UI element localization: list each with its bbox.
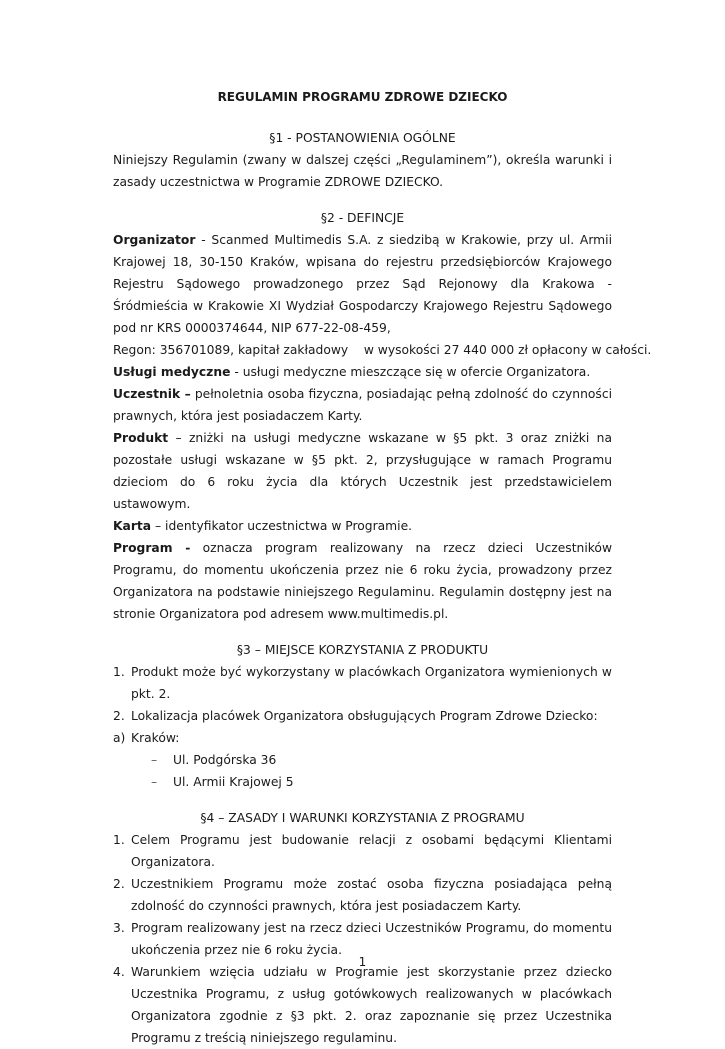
list-number: 1.	[113, 665, 125, 679]
list-number: 4.	[113, 965, 125, 979]
list-number: 2.	[113, 709, 125, 723]
definition-regon: Regon: 356701089, kapitał zakładowy w wysokości 27 440 000 zł opłacony w całości.	[113, 343, 652, 357]
list-item	[113, 961, 612, 1049]
term-program: Program -	[113, 541, 191, 555]
list-text: Warunkiem wzięcia udziału w Programie jest skorzystanie przez dziecko Uczestnika Programu, z usług gotówkowych realizowanych w placówkach Organizatora zgodnie z §3 pkt. 2. oraz zapoznanie się przez Uczestnika Programu z treścią niniejszego regulaminu.	[131, 965, 612, 1045]
term-produkt: Produkt	[113, 431, 169, 445]
document-page	[113, 86, 652, 1049]
section-1-text: Niniejszy Regulamin (zwany w dalszej części „Regulaminem”), określa warunki i zasady uczestnictwa w Programie ZDROWE DZIECKO.	[113, 153, 612, 189]
list-number: 1.	[113, 833, 125, 847]
list-item	[113, 727, 612, 749]
definition-produkt	[113, 427, 612, 515]
document-title: REGULAMIN PROGRAMU ZDROWE DZIECKO	[217, 90, 508, 104]
definition-text: oznacza program realizowany na rzecz dzieci Uczestników Programu, do momentu ukończenia przez nie 6 roku życia, prowadzony przez Organizatora na podstawie niniejszego Regulaminu. Regulamin dostępny jest na stronie Organizatora pod adresem www.multimedis.pl.	[113, 541, 613, 621]
section-3-list	[113, 661, 612, 793]
list-text: Produkt może być wykorzystany w placówkach Organizatora wymienionych w pkt. 2.	[131, 665, 612, 701]
dash-bullet: –	[151, 753, 158, 767]
list-text: Uczestnikiem Programu może zostać osoba fizyczna posiadająca pełną zdolność do czynności prawnych, która jest posiadaczem Karty.	[131, 877, 612, 913]
address-item	[113, 749, 612, 771]
list-item	[113, 705, 612, 727]
section-1-heading: §1 - POSTANOWIENIA OGÓLNE	[269, 131, 456, 145]
definition-program	[113, 537, 612, 625]
address-item	[113, 771, 612, 793]
dash-bullet: –	[151, 775, 158, 789]
page-number: 1	[358, 955, 367, 969]
address-text: Ul. Podgórska 36	[173, 753, 277, 767]
list-number: 3.	[113, 921, 125, 935]
section-4-heading: §4 – ZASADY I WARUNKI KORZYSTANIA Z PROGRAMU	[200, 811, 525, 825]
section-4-list	[113, 829, 612, 1049]
definition-organizator	[113, 229, 612, 339]
section-3-heading: §3 – MIEJSCE KORZYSTANIA Z PRODUKTU	[236, 643, 489, 657]
list-text: Kraków:	[131, 731, 180, 745]
list-number: 2.	[113, 877, 125, 891]
address-text: Ul. Armii Krajowej 5	[173, 775, 294, 789]
term-uslugi: Usługi medyczne	[113, 365, 231, 379]
definition-uslugi	[113, 361, 612, 383]
list-text: Program realizowany jest na rzecz dzieci Uczestników Programu, do momentu ukończenia przez nie 6 roku życia.	[131, 921, 612, 957]
definition-text: - Scanmed Multimedis S.A. z siedzibą w Krakowie, przy ul. Armii Krajowej 18, 30-150 Kraków, wpisana do rejestru przedsiębiorców Krajowego Rejestru Sądowego prowadzonego przez Sąd Rejonowy dla Krakowa - Śródmieścia w Krakowie XI Wydział Gospodarczy Krajowego Rejestru Sądowego pod nr KRS 0000374644, NIP 677-22-08-459,	[113, 233, 612, 335]
definition-text: - usługi medyczne mieszczące się w ofercie Organizatora.	[230, 365, 591, 379]
list-item	[113, 873, 612, 917]
term-uczestnik: Uczestnik –	[113, 387, 191, 401]
list-text: Celem Programu jest budowanie relacji z osobami będącymi Klientami Organizatora.	[131, 833, 612, 869]
list-number: a)	[113, 731, 126, 745]
term-organizator: Organizator	[113, 233, 196, 247]
term-karta: Karta	[113, 519, 152, 533]
section-2-heading: §2 - DEFINCJE	[320, 211, 405, 225]
list-item	[113, 829, 612, 873]
definition-text: pełnoletnia osoba fizyczna, posiadając pełną zdolność do czynności prawnych, która jest posiadaczem Karty.	[113, 387, 613, 423]
definition-text: – identyfikator uczestnictwa w Programie.	[151, 519, 413, 533]
list-item	[113, 661, 612, 705]
definition-text: – zniżki na usługi medyczne wskazane w §5 pkt. 3 oraz zniżki na pozostałe usługi wskazane w §5 pkt. 2, przysługujące w ramach Programu dzieciom do 6 roku życia dla których Uczestnik jest przedstawicielem ustawowym.	[113, 431, 612, 511]
definition-karta	[113, 515, 612, 537]
definition-uczestnik	[113, 383, 612, 427]
list-text: Lokalizacja placówek Organizatora obsługujących Program Zdrowe Dziecko:	[131, 709, 598, 723]
